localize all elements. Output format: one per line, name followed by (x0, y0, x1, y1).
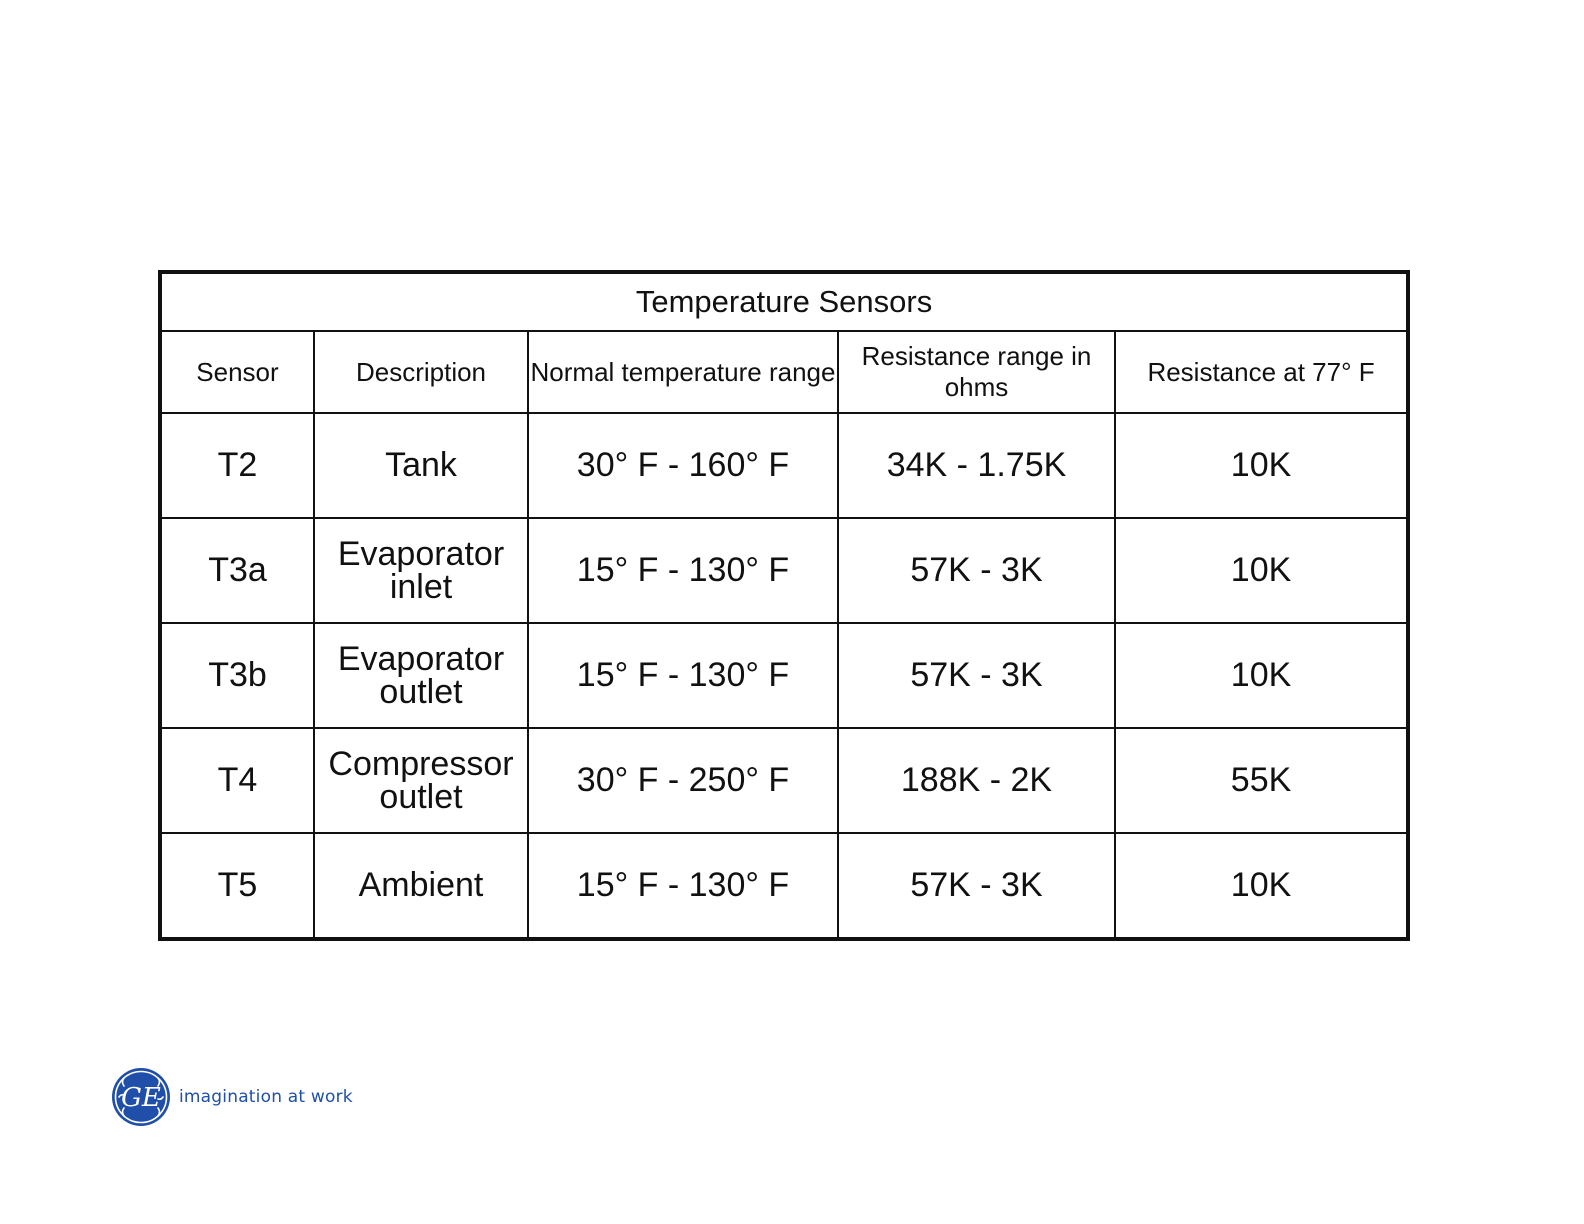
cell-resistance-range: 57K - 3K (838, 833, 1115, 939)
cell-description: Evaporator inlet (314, 518, 528, 623)
table-row (160, 413, 1408, 518)
svg-text:GE: GE (121, 1083, 161, 1113)
temperature-sensors-table (158, 270, 1410, 941)
cell-resistance-77f: 55K (1115, 728, 1408, 833)
cell-resistance-77f: 10K (1115, 623, 1408, 728)
cell-temperature-range: 15° F - 130° F (528, 518, 838, 623)
cell-temperature-range: 15° F - 130° F (528, 623, 838, 728)
cell-sensor: T3b (160, 623, 314, 728)
table-header-row (160, 331, 1408, 413)
footer-logo (111, 1067, 353, 1127)
column-header-sensor: Sensor (160, 331, 314, 413)
table-row (160, 623, 1408, 728)
cell-description: Evaporator outlet (314, 623, 528, 728)
table-row (160, 518, 1408, 623)
column-header-resistance-range: Resistance range in ohms (838, 331, 1115, 413)
cell-temperature-range: 15° F - 130° F (528, 833, 838, 939)
cell-resistance-77f: 10K (1115, 518, 1408, 623)
cell-resistance-range: 188K - 2K (838, 728, 1115, 833)
cell-sensor: T2 (160, 413, 314, 518)
column-header-resistance-77f: Resistance at 77° F (1115, 331, 1408, 413)
table-title: Temperature Sensors (160, 272, 1408, 331)
table-row (160, 833, 1408, 939)
cell-sensor: T3a (160, 518, 314, 623)
table-title-row (160, 272, 1408, 331)
cell-resistance-77f: 10K (1115, 413, 1408, 518)
cell-resistance-range: 57K - 3K (838, 518, 1115, 623)
cell-sensor: T4 (160, 728, 314, 833)
cell-resistance-range: 57K - 3K (838, 623, 1115, 728)
cell-description: Compressor outlet (314, 728, 528, 833)
column-header-temperature-range: Normal temperature range (528, 331, 838, 413)
cell-resistance-range: 34K - 1.75K (838, 413, 1115, 518)
ge-logo-icon (111, 1067, 171, 1127)
cell-description: Tank (314, 413, 528, 518)
cell-temperature-range: 30° F - 160° F (528, 413, 838, 518)
cell-temperature-range: 30° F - 250° F (528, 728, 838, 833)
cell-description: Ambient (314, 833, 528, 939)
table-row (160, 728, 1408, 833)
cell-sensor: T5 (160, 833, 314, 939)
column-header-description: Description (314, 331, 528, 413)
tagline: imagination at work (179, 1087, 353, 1107)
cell-resistance-77f: 10K (1115, 833, 1408, 939)
